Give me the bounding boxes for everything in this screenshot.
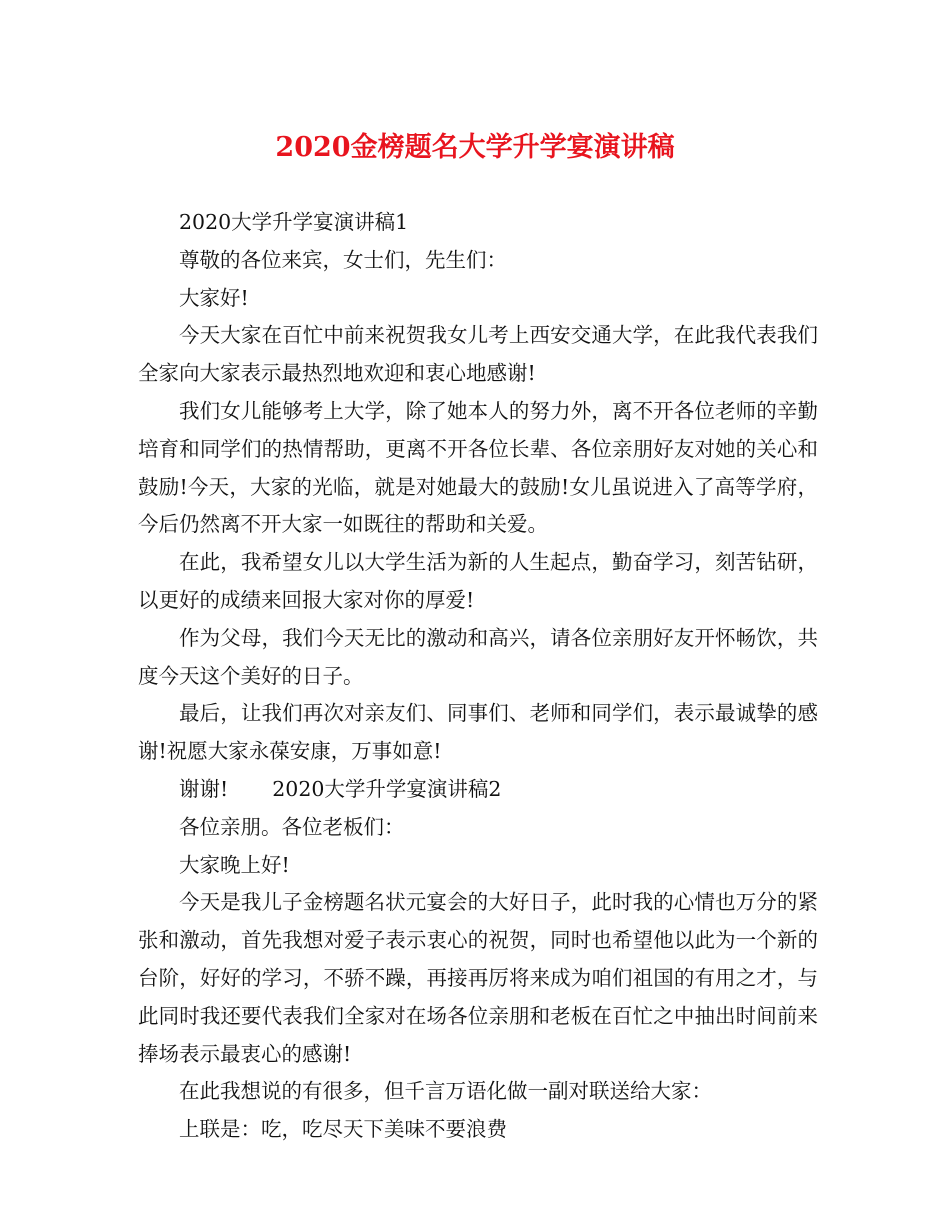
greeting-2: 大家晚上好! [179,852,290,877]
thanks-text: 谢谢! [179,776,229,801]
body-paragraph: 我们女儿能够考上大学，除了她本人的努力外，离不开各位老师的辛勤培育和同学们的热情帮助，更离不开各位长辈、各位亲朋好友对她的关心和鼓励!今天，大家的光临，就是对她最大的鼓励!女儿虽说进入了高等学府，今后仍然离不开大家一如既往的帮助和关爱。 [138,398,818,537]
speech-heading-1: 2020大学升学宴演讲稿1 [179,210,409,234]
salutation-2: 各位亲朋。各位老板们： [179,814,405,839]
thanks-line [138,771,818,809]
body-paragraph: 最后，让我们再次对亲友们、同事们、老师和同学们，表示最诚挚的感谢!祝愿大家永葆安康，万事如意! [138,701,818,764]
body-paragraph: 在此我想说的有很多，但千言万语化做一副对联送给大家： [179,1079,712,1104]
speech-heading-2: 2020大学升学宴演讲稿2 [272,776,502,801]
greeting: 大家好! [179,285,249,310]
body-paragraph: 作为父母，我们今天无比的激动和高兴，请各位亲朋好友开怀畅饮，共度今天这个美好的日子。 [138,625,818,688]
body-paragraph: 在此，我希望女儿以大学生活为新的人生起点，勤奋学习，刻苦钻研，以更好的成绩来回报大家对你的厚爱! [138,550,818,612]
salutation: 尊敬的各位来宾，女士们，先生们： [179,247,507,272]
document-body [138,204,818,1149]
couplet-first-line: 上联是：吃，吃尽天下美味不要浪费 [179,1117,507,1142]
body-paragraph: 今天大家在百忙中前来祝贺我女儿考上西安交通大学，在此我代表我们全家向大家表示最热烈地欢迎和衷心地感谢! [138,323,818,386]
body-paragraph: 今天是我儿子金榜题名状元宴会的大好日子，此时我的心情也万分的紧张和激动，首先我想对爱子表示衷心的祝贺，同时也希望他以此为一个新的台阶，好好的学习，不骄不躁，再接再厉将来成为咱们祖国的有用之才，与此同时我还要代表我们全家对在场各位亲朋和老板在百忙之中抽出时间前来捧场表示最衷心的感谢! [138,890,818,1066]
document-title: 2020金榜题名大学升学宴演讲稿 [275,132,675,163]
